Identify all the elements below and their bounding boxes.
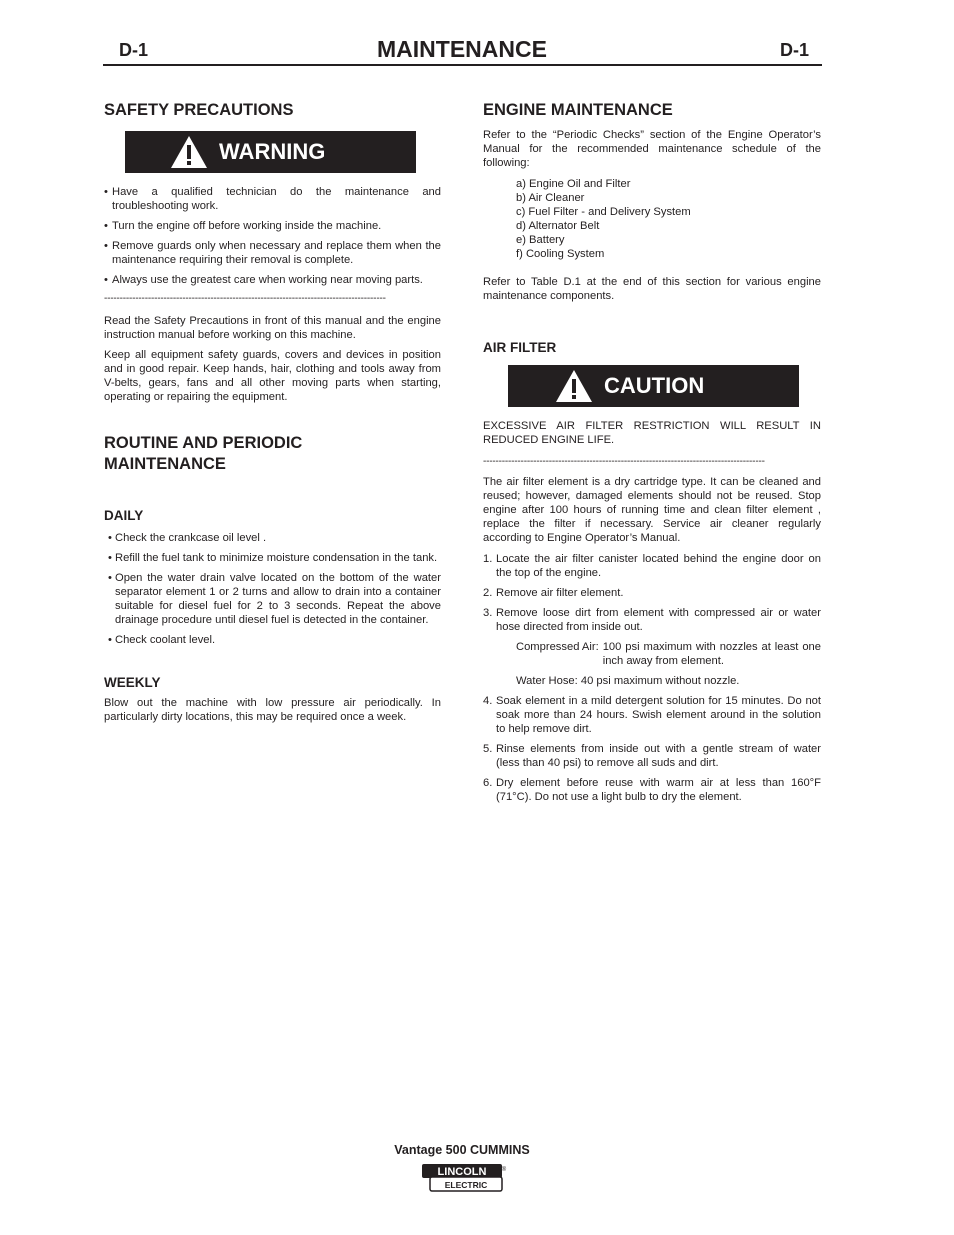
step-text: Locate the air filter canister located behind the engine door on the top of the engine. bbox=[496, 553, 821, 579]
list-item bbox=[483, 606, 821, 634]
list-item: • Open the water drain valve located on the bottom of the water separator element 1 or 2 turns and allow to drain into a container suitable for diesel fuel for 2 to 3 seconds. Repeat the above drainage procedure until diesel fuel is detected in the container. bbox=[104, 571, 441, 627]
caution-triangle-icon bbox=[554, 368, 594, 404]
list-item: b) Air Cleaner bbox=[516, 192, 585, 204]
list-item: • Turn the engine off before working inside the machine. bbox=[104, 219, 441, 233]
step-text: Dry element before reuse with warm air at less than 160°F (71°C). Do not use a light bulb to dry the element. bbox=[496, 777, 821, 803]
dashed-divider: ------------------------------------------------------------------------------------------ bbox=[483, 456, 765, 467]
compressed-air-note bbox=[483, 640, 821, 668]
read-paragraph: Read the Safety Precautions in front of this manual and the engine instruction manual before working on this machine. bbox=[104, 315, 441, 341]
list-item: • Have a qualified technician do the maintenance and troubleshooting work. bbox=[104, 185, 441, 213]
svg-text:ELECTRIC: ELECTRIC bbox=[444, 1180, 488, 1190]
water-hose-note: Water Hose: 40 psi maximum without nozzle. bbox=[516, 675, 740, 687]
list-item: a) Engine Oil and Filter bbox=[516, 178, 631, 190]
list-item: • Always use the greatest care when working near moving parts. bbox=[104, 273, 441, 287]
dashed-divider: ------------------------------------------------------------------------------------------ bbox=[104, 293, 386, 304]
left-column bbox=[104, 100, 441, 724]
caution-box bbox=[508, 365, 799, 407]
step-number: 1. bbox=[483, 553, 493, 565]
list-item: • Check coolant level. bbox=[104, 633, 441, 647]
caution-label: CAUTION bbox=[604, 373, 705, 398]
list-item: e) Battery bbox=[516, 234, 565, 246]
step-number: 4. bbox=[483, 695, 493, 707]
compressed-air-label: Compressed Air: bbox=[516, 641, 599, 653]
right-column bbox=[483, 100, 821, 810]
list-item: • Check the crankcase oil level . bbox=[104, 531, 441, 545]
list-item bbox=[483, 742, 821, 770]
routine-heading: ROUTINE AND PERIODIC MAINTENANCE bbox=[104, 434, 303, 473]
list-item bbox=[483, 552, 821, 580]
list-item bbox=[483, 586, 821, 600]
footer-model: Vantage 500 CUMMINS bbox=[394, 1143, 530, 1157]
table-paragraph: Refer to Table D.1 at the end of this section for various engine maintenance components. bbox=[483, 276, 821, 302]
warning-triangle-icon bbox=[169, 134, 209, 170]
step-number: 3. bbox=[483, 607, 493, 619]
step-number: 6. bbox=[483, 777, 493, 789]
weekly-heading: WEEKLY bbox=[104, 675, 161, 690]
keep-paragraph: Keep all equipment safety guards, covers and devices in position and in good repair. Keep hands, hair, clothing and tools away from V-belts, gears, fans and all other moving parts when starting, operating or repairing the equipment. bbox=[104, 349, 441, 403]
steps-list-continued bbox=[483, 694, 821, 804]
filter-paragraph: The air filter element is a dry cartridge type. It can be cleaned and reused; however, damaged elements should not be reused. Stop engine after 100 hours of running time and clean filter element , replace the filter if necessary. Service air cleaner regularly according to Engine Operator’s Manual. bbox=[483, 476, 821, 544]
list-item: • Remove guards only when necessary and replace them when the maintenance requiring their removal is complete. bbox=[104, 239, 441, 267]
list-item bbox=[483, 694, 821, 736]
daily-heading: DAILY bbox=[104, 508, 144, 523]
list-item bbox=[483, 776, 821, 804]
warning-box bbox=[125, 131, 416, 173]
caution-text: EXCESSIVE AIR FILTER RESTRICTION WILL RESULT IN REDUCED ENGINE LIFE. bbox=[483, 420, 821, 446]
step-text: Remove loose dirt from element with compressed air or water hose directed from inside out. bbox=[496, 607, 821, 633]
svg-text:®: ® bbox=[501, 1167, 507, 1173]
weekly-paragraph: Blow out the machine with low pressure air periodically. In particularly dirty locations, this may be required once a week. bbox=[104, 697, 441, 723]
step-text: Rinse elements from inside out with a gentle stream of water (less than 40 psi) to remove all suds and dirt. bbox=[496, 743, 821, 769]
step-number: 5. bbox=[483, 743, 493, 755]
svg-text:LINCOLN: LINCOLN bbox=[437, 1166, 487, 1178]
air-filter-heading: AIR FILTER bbox=[483, 340, 557, 355]
engine-items-list bbox=[483, 177, 821, 261]
warning-label: WARNING bbox=[219, 139, 326, 164]
step-number: 2. bbox=[483, 587, 493, 599]
step-text: Soak element in a mild detergent solution for 15 minutes. Do not soak more than 24 hours. Swish element around in the solution to help remove dirt. bbox=[496, 695, 821, 735]
list-item: c) Fuel Filter - and Delivery System bbox=[516, 206, 691, 218]
engine-heading: ENGINE MAINTENANCE bbox=[483, 101, 673, 119]
list-item: • Refill the fuel tank to minimize moisture condensation in the tank. bbox=[104, 551, 441, 565]
compressed-air-text: 100 psi maximum with nozzles at least one inch away from element. bbox=[602, 641, 821, 667]
list-item: f) Cooling System bbox=[516, 248, 605, 260]
step-text: Remove air filter element. bbox=[496, 587, 624, 599]
page-title: MAINTENANCE bbox=[377, 36, 547, 62]
page-number-left: D-1 bbox=[119, 40, 149, 60]
page-number-right: D-1 bbox=[780, 40, 810, 60]
daily-bullet-list bbox=[104, 531, 441, 647]
header-rule bbox=[103, 64, 822, 66]
list-item: d) Alternator Belt bbox=[516, 220, 600, 232]
warning-bullet-list bbox=[104, 185, 441, 287]
engine-paragraph: Refer to the “Periodic Checks” section of the Engine Operator’s Manual for the recommended maintenance schedule of the following: bbox=[483, 129, 821, 169]
safety-heading: SAFETY PRECAUTIONS bbox=[104, 101, 294, 119]
steps-list bbox=[483, 552, 821, 634]
lincoln-electric-logo bbox=[421, 1163, 507, 1193]
